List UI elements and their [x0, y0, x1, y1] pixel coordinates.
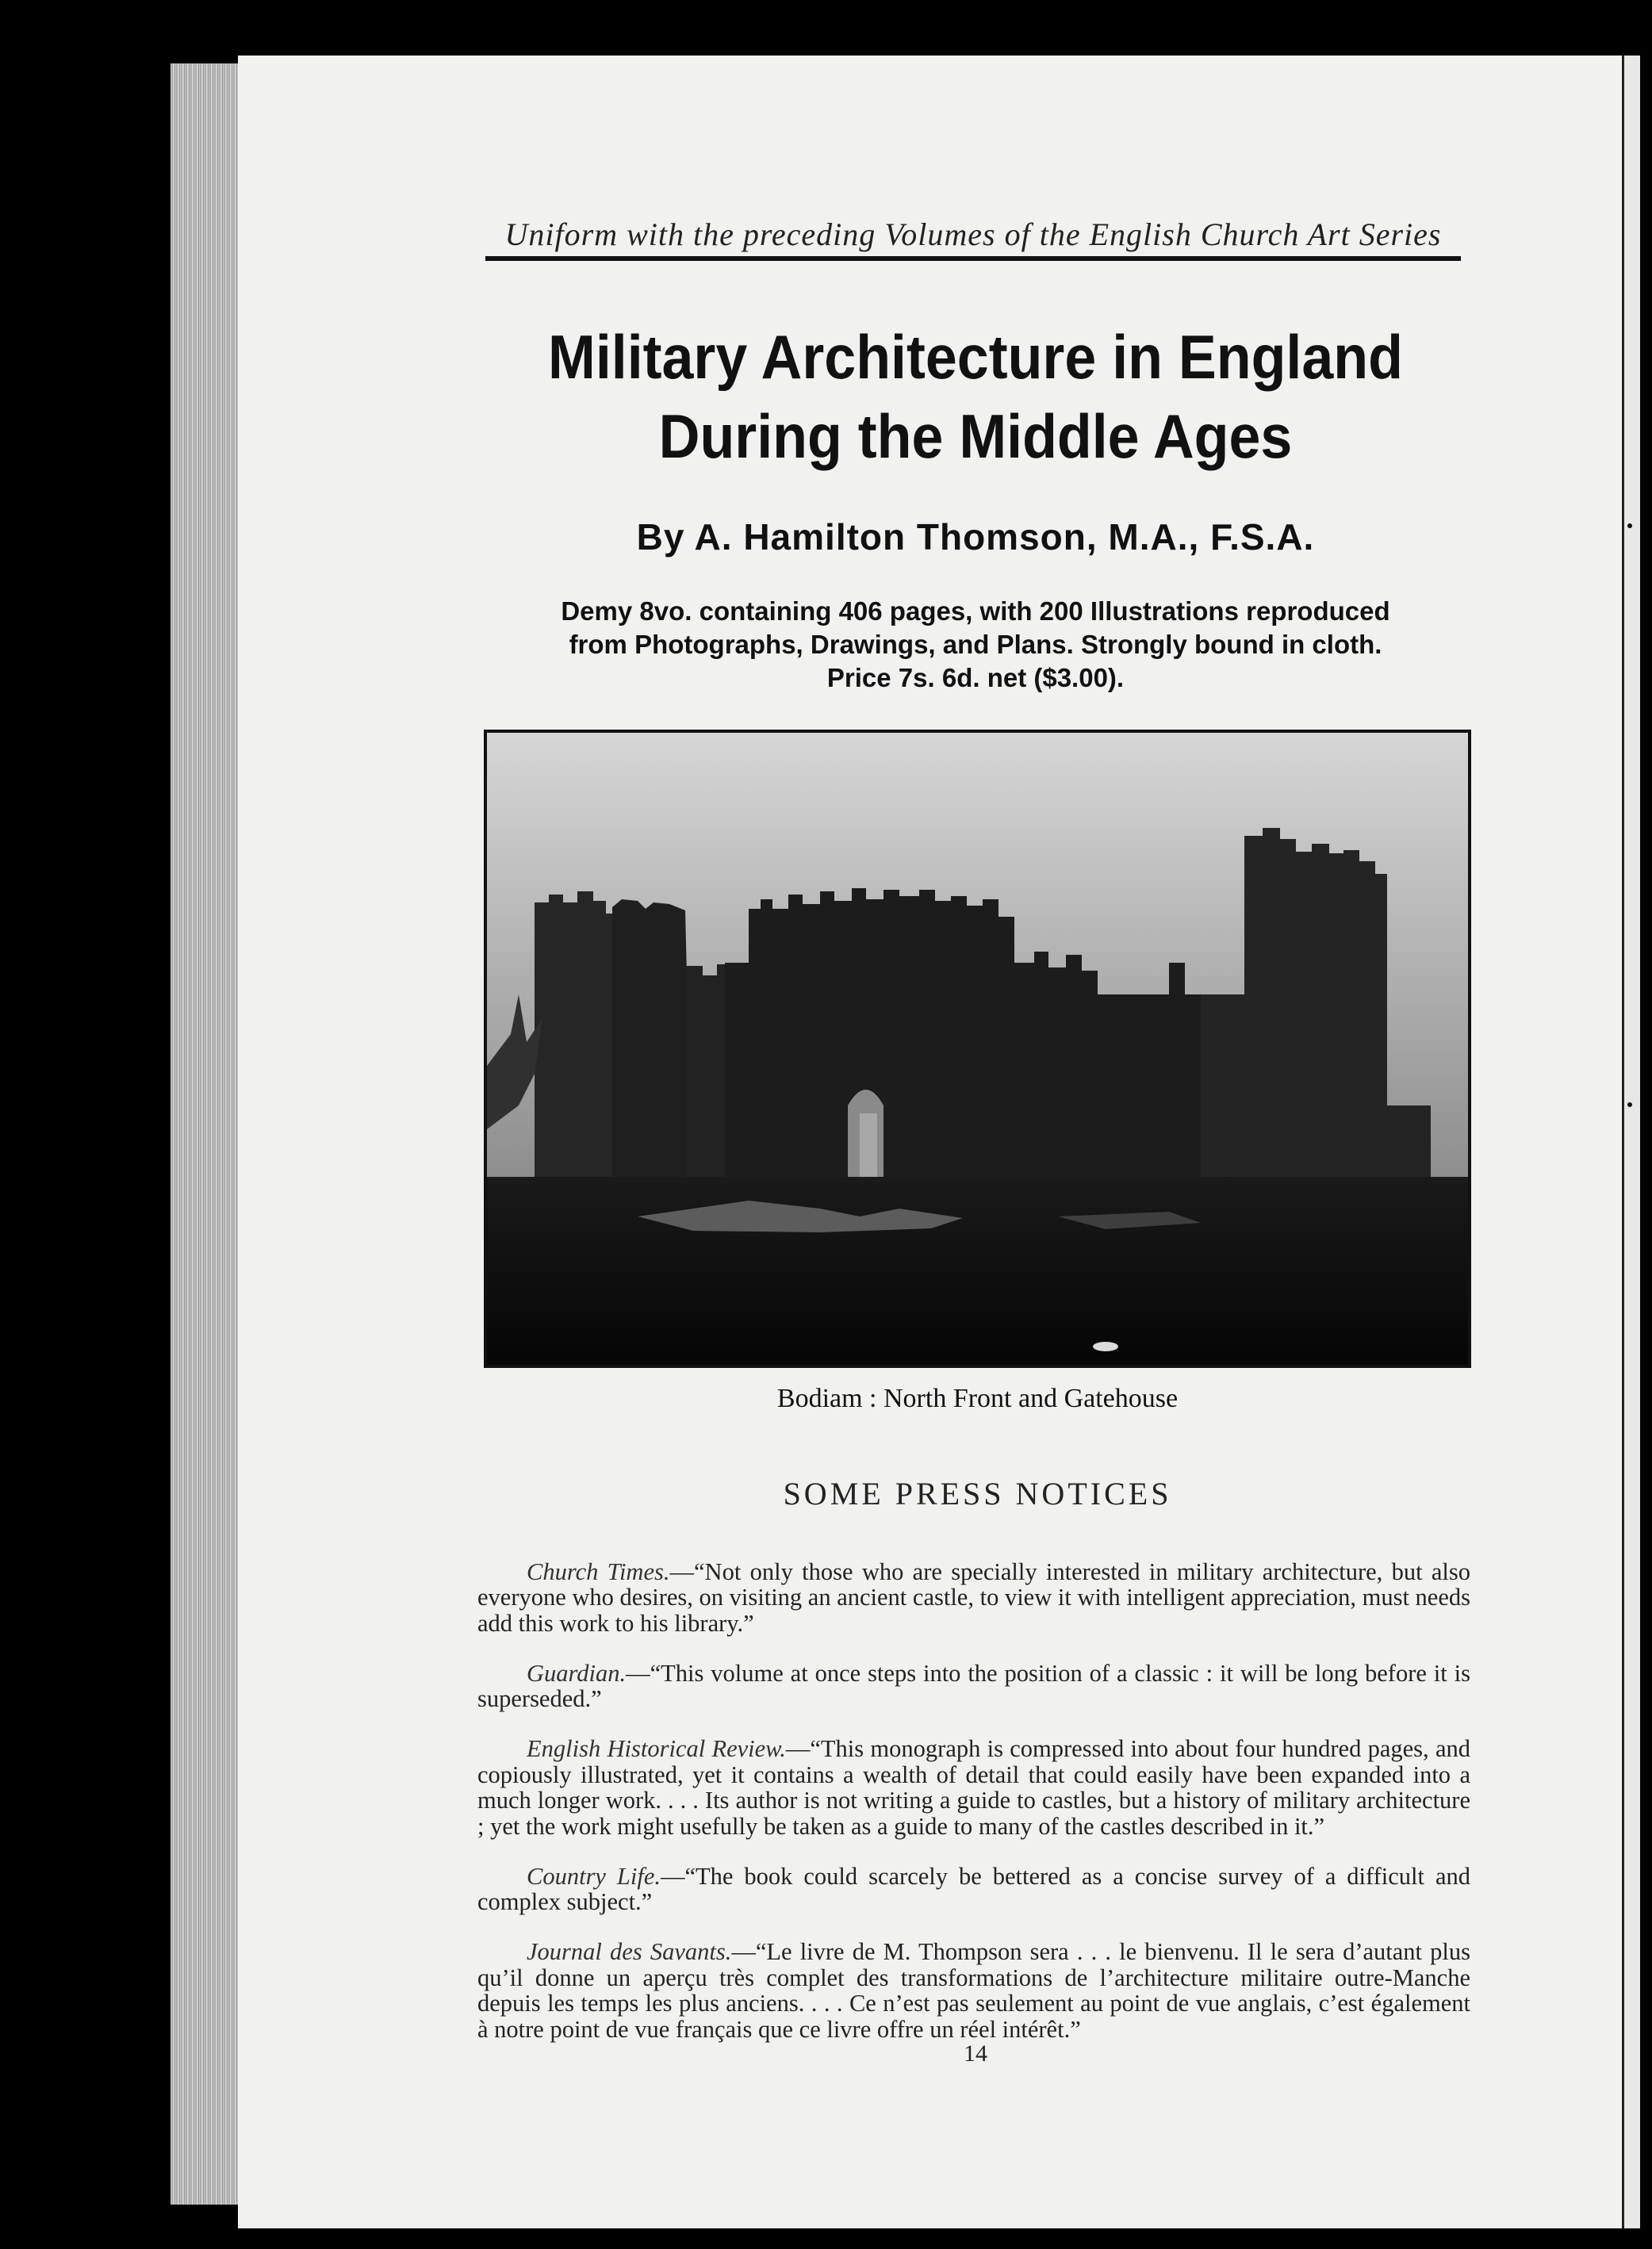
series-header: Uniform with the preceding Volumes of the English Church Art Series — [485, 216, 1461, 261]
press-notice — [477, 1661, 1470, 1712]
description-line-1: Demy 8vo. containing 406 pages, with 200 Illustrations reproduced — [561, 596, 1390, 626]
notice-text: —“The book could scarcely be bettered as a concise survey of a difficult and complex subject.” — [477, 1862, 1471, 1915]
press-notices-heading: SOME PRESS NOTICES — [783, 1476, 1172, 1511]
scan-speck — [1627, 1102, 1632, 1107]
author-line: By A. Hamilton Thomson, M.A., F.S.A. — [636, 516, 1315, 557]
book-title-line-2: During the Middle Ages — [658, 401, 1293, 471]
press-notice — [477, 1864, 1470, 1915]
press-notice — [477, 1939, 1470, 2042]
description-line-2: from Photographs, Drawings, and Plans. Strongly bound in cloth. — [569, 630, 1382, 659]
press-notice — [477, 1559, 1470, 1637]
book-page-edges — [171, 63, 246, 2205]
figure-caption: Bodiam : North Front and Gatehouse — [776, 1384, 1179, 1413]
facing-page-edge — [1622, 56, 1640, 2228]
notice-source: Guardian. — [527, 1659, 627, 1687]
notice-text: —“Le livre de M. Thompson sera . . . le bienvenu. Il le sera d’autant plus qu’il donne un aperçu très complet des transformations de l’architecture militaire outre-Manche depuis les temps les plus anciens. . . . Ce n’est pas seulement au point de vue anglais, c’est également à notre point de vue français que ce livre offre un réel intérêt.” — [477, 1938, 1470, 2043]
notice-text: —“Not only those who are specially interested in military architecture, but also everyone who desires, on visiting an ancient castle, to view it with intelligent appreciation, must needs add this work to his library.” — [477, 1557, 1470, 1637]
notice-text: —“This volume at once steps into the position of a classic : it will be long before it is superseded.” — [477, 1659, 1470, 1712]
notice-source: Journal des Savants. — [527, 1938, 732, 1965]
scan-speck — [1627, 523, 1632, 528]
notice-source: Church Times. — [527, 1557, 670, 1585]
page-number: 14 — [964, 2040, 987, 2067]
castle-silhouette-image — [487, 733, 1468, 1365]
book-title-line-1: Military Architecture in England — [548, 322, 1403, 392]
description-line-3: Price 7s. 6d. net ($3.00). — [826, 663, 1125, 692]
book-title — [516, 317, 1435, 476]
notice-source: Country Life. — [527, 1862, 661, 1890]
book-description — [492, 595, 1459, 695]
press-notices-list — [477, 1534, 1470, 2049]
castle-photograph — [484, 730, 1471, 1368]
notice-text: —“This monograph is compressed into about four hundred pages, and copiously illustrated, yet it contains a wealth of detail that could easily have been expanded into a much longer work. . . . Its author is not writing a guide to castles, but a history of military architecture ; yet the work might usefully be taken as a guide to many of the castles described in it.” — [477, 1735, 1470, 1840]
notice-source: English Historical Review. — [527, 1735, 786, 1762]
press-notice — [477, 1736, 1470, 1839]
